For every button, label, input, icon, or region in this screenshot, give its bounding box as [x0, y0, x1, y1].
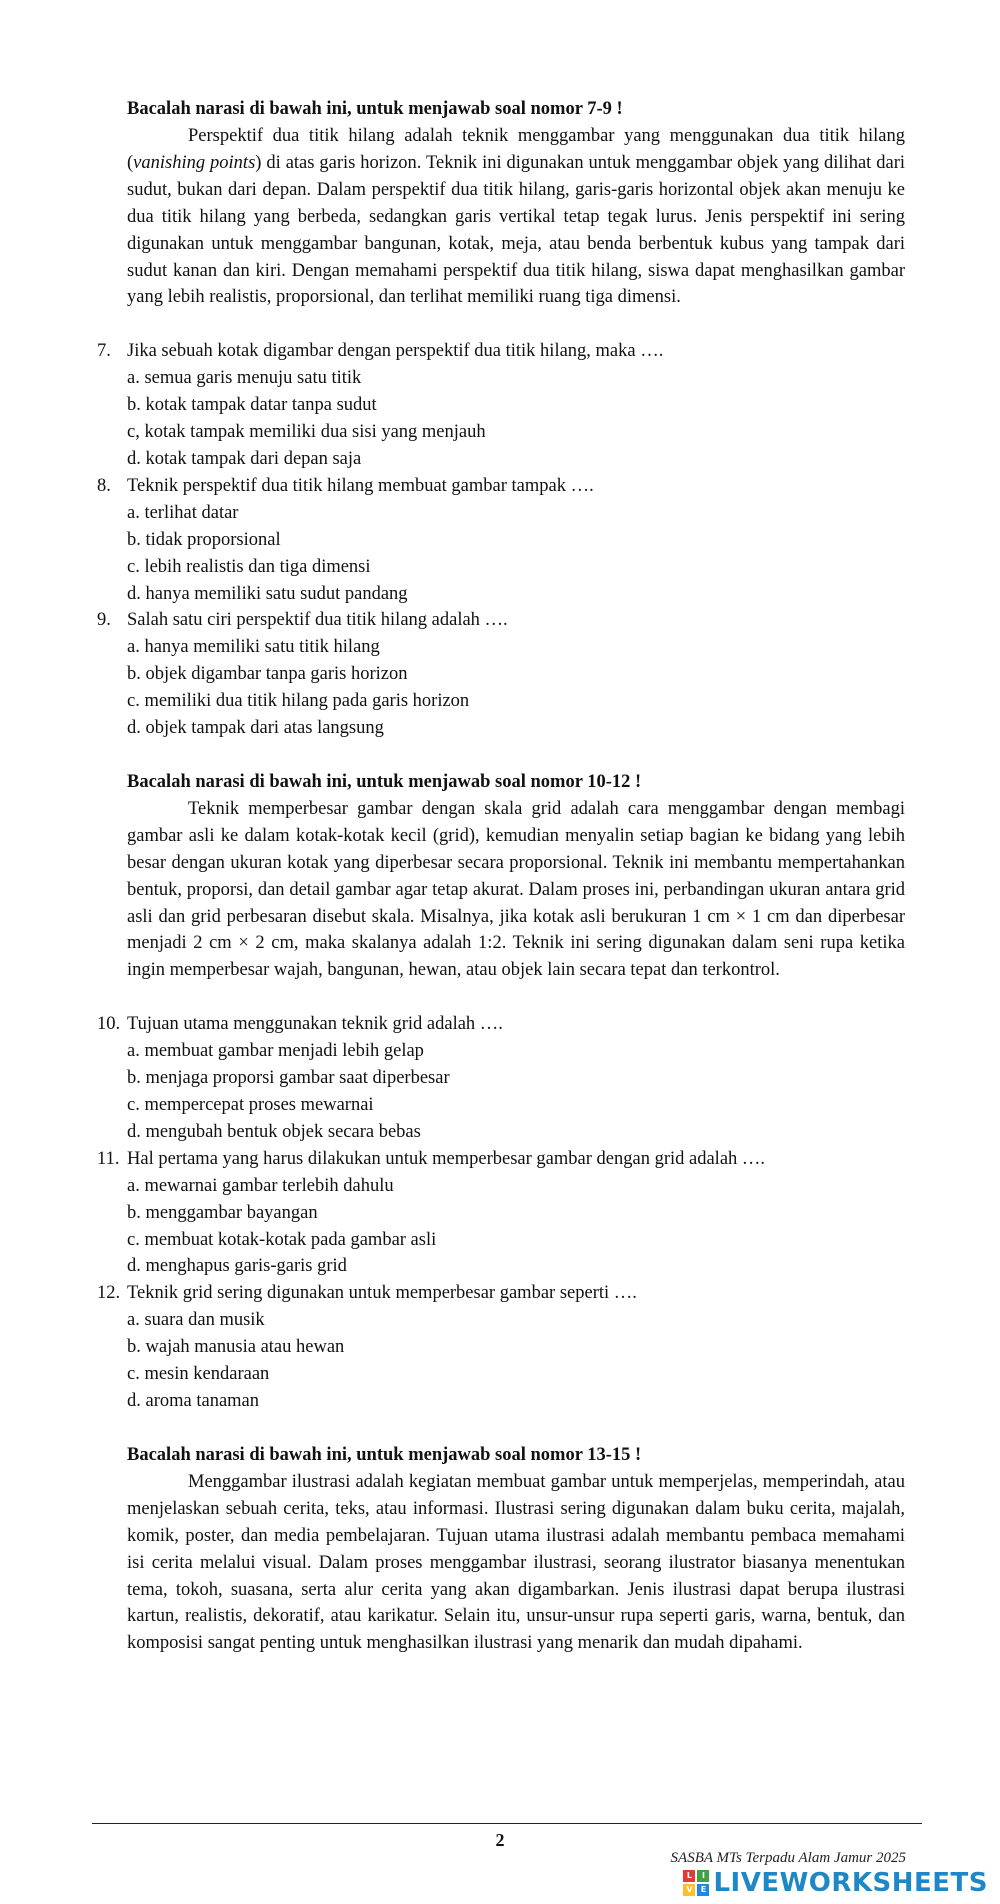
content [97, 96, 905, 1657]
option-d[interactable]: d. kotak tampak dari depan saja [127, 448, 362, 469]
section-heading-13-15: Bacalah narasi di bawah ini, untuk menjawab soal nomor 13-15 ! [127, 1444, 642, 1465]
option-b[interactable]: b. menggambar bayangan [127, 1202, 318, 1223]
option-c[interactable]: c. mesin kendaraan [127, 1364, 270, 1385]
question-number: 12. [97, 1283, 121, 1304]
option-c[interactable]: c. lebih realistis dan tiga dimensi [127, 556, 371, 577]
liveworksheets-logo[interactable] [683, 1866, 988, 1900]
question-text: Hal pertama yang harus dilakukan untuk memperbesar gambar dengan grid adalah …. [127, 1148, 766, 1169]
option-a[interactable]: a. membuat gambar menjadi lebih gelap [127, 1041, 424, 1062]
section-heading-10-12: Bacalah narasi di bawah ini, untuk menjawab soal nomor 10-12 ! [127, 771, 642, 792]
question-11 [97, 1146, 905, 1281]
option-a[interactable]: a. semua garis menuju satu titik [127, 368, 362, 389]
option-b[interactable]: b. menjaga proporsi gambar saat diperbesar [127, 1068, 450, 1089]
narrative-13-15: Menggambar ilustrasi adalah kegiatan membuat gambar untuk memperjelas, memperindah, atau menjelaskan sebuah cerita, teks, atau informasi. Ilustrasi sering digunakan dalam buku cerita, majalah, komik, poster, dan media pembelajaran. Tujuan utama ilustrasi adalah membantu pembaca memahami isi cerita melalui visual. Dalam proses menggambar ilustrasi, seorang ilustrator biasanya menentukan tema, tokoh, suasana, serta alur cerita yang akan digambarkan. Jenis ilustrasi dapat berupa ilustrasi kartun, realistis, dekoratif, atau karikatur. Selain itu, unsur-unsur rupa seperti garis, warna, bentuk, dan komposisi sangat penting untuk menghasilkan ilustrasi yang menarik dan mudah dipahami. [127, 1471, 905, 1654]
liveworksheets-grid-icon: L I V E [683, 1870, 709, 1896]
narrative-10-12: Teknik memperbesar gambar dengan skala grid adalah cara menggambar dengan membagi gambar asli ke dalam kotak-kotak kecil (grid), kemudian menyalin setiap bagian ke bidang yang lebih besar dengan ukuran kotak yang diperbesar secara proporsional. Teknik ini membantu mempertahankan bentuk, proporsi, dan detail gambar agar tetap akurat. Dalam proses ini, perbandingan ukuran antara grid asli dan grid perbesaran disebut skala. Misalnya, jika kotak asli berukuran 1 cm × 1 cm dan diperbesar menjadi 2 cm × 2 cm, maka skalanya adalah 1:2. Teknik ini sering digunakan dalam seni rupa ketika ingin memperbesar wajah, bangunan, hewan, atau objek lain secara tepat dan terkontrol. [127, 798, 905, 981]
liveworksheets-wordmark: LIVEWORKSHEETS [713, 1868, 988, 1898]
question-text: Teknik perspektif dua titik hilang membuat gambar tampak …. [127, 475, 594, 496]
option-b[interactable]: b. kotak tampak datar tanpa sudut [127, 395, 377, 416]
footer-divider [92, 1823, 922, 1824]
question-number: 11. [97, 1148, 120, 1169]
option-d[interactable]: d. objek tampak dari atas langsung [127, 718, 384, 739]
question-text: Jika sebuah kotak digambar dengan perspektif dua titik hilang, maka …. [127, 341, 664, 362]
option-b[interactable]: b. tidak proporsional [127, 529, 281, 550]
option-b[interactable]: b. objek digambar tanpa garis horizon [127, 664, 408, 685]
option-d[interactable]: d. aroma tanaman [127, 1390, 260, 1411]
option-a[interactable]: a. terlihat datar [127, 502, 239, 523]
question-7 [97, 338, 905, 473]
option-a[interactable]: a. hanya memiliki satu titik hilang [127, 637, 380, 658]
question-number: 9. [97, 610, 111, 631]
option-c[interactable]: c. memiliki dua titik hilang pada garis horizon [127, 691, 470, 712]
question-number: 7. [97, 341, 111, 362]
option-c[interactable]: c. mempercepat proses mewarnai [127, 1095, 374, 1115]
option-a[interactable]: a. suara dan musik [127, 1310, 265, 1331]
option-d[interactable]: d. mengubah bentuk objek secara bebas [127, 1121, 421, 1142]
option-d[interactable]: d. hanya memiliki satu sudut pandang [127, 583, 408, 604]
option-c[interactable]: c. membuat kotak-kotak pada gambar asli [127, 1229, 437, 1250]
question-9 [97, 607, 905, 742]
page-number: 2 [495, 1830, 505, 1850]
question-12 [97, 1280, 905, 1415]
option-c[interactable]: c, kotak tampak memiliki dua sisi yang menjauh [127, 422, 486, 443]
question-10 [97, 1011, 905, 1146]
question-text: Teknik grid sering digunakan untuk memperbesar gambar seperti …. [127, 1283, 637, 1304]
option-b[interactable]: b. wajah manusia atau hewan [127, 1337, 345, 1358]
narrative-7-9: Perspektif dua titik hilang adalah teknik menggambar yang menggunakan dua titik hilang (vanishing points) di atas garis horizon. Teknik ini digunakan untuk menggambar objek yang dilihat dari sudut, bukan dari depan. Dalam perspektif dua titik hilang, garis-garis horizontal objek akan menuju ke dua titik hilang yang berbeda, sedangkan garis vertikal tetap tegak lurus. Jenis perspektif ini sering digunakan untuk menggambar bangunan, kotak, meja, atau benda berbentuk kubus yang tampak dari sudut kanan dan kiri. Dengan memahami perspektif dua titik hilang, siswa dapat menghasilkan gambar yang lebih realistis, proporsional, dan terlihat memiliki ruang tiga dimensi. [127, 126, 905, 308]
question-number: 10. [97, 1014, 121, 1035]
vanishing-points-term: vanishing points [133, 152, 256, 173]
option-d[interactable]: d. menghapus garis-garis grid [127, 1256, 347, 1277]
question-number: 8. [97, 475, 111, 496]
school-footer: SASBA MTs Terpadu Alam Jamur 2025 [670, 1850, 906, 1866]
question-text: Tujuan utama menggunakan teknik grid adalah …. [127, 1014, 503, 1035]
question-8 [97, 473, 905, 608]
question-text: Salah satu ciri perspektif dua titik hilang adalah …. [127, 610, 508, 631]
section-heading-7-9: Bacalah narasi di bawah ini, untuk menjawab soal nomor 7-9 ! [127, 99, 623, 119]
option-a[interactable]: a. mewarnai gambar terlebih dahulu [127, 1175, 394, 1196]
